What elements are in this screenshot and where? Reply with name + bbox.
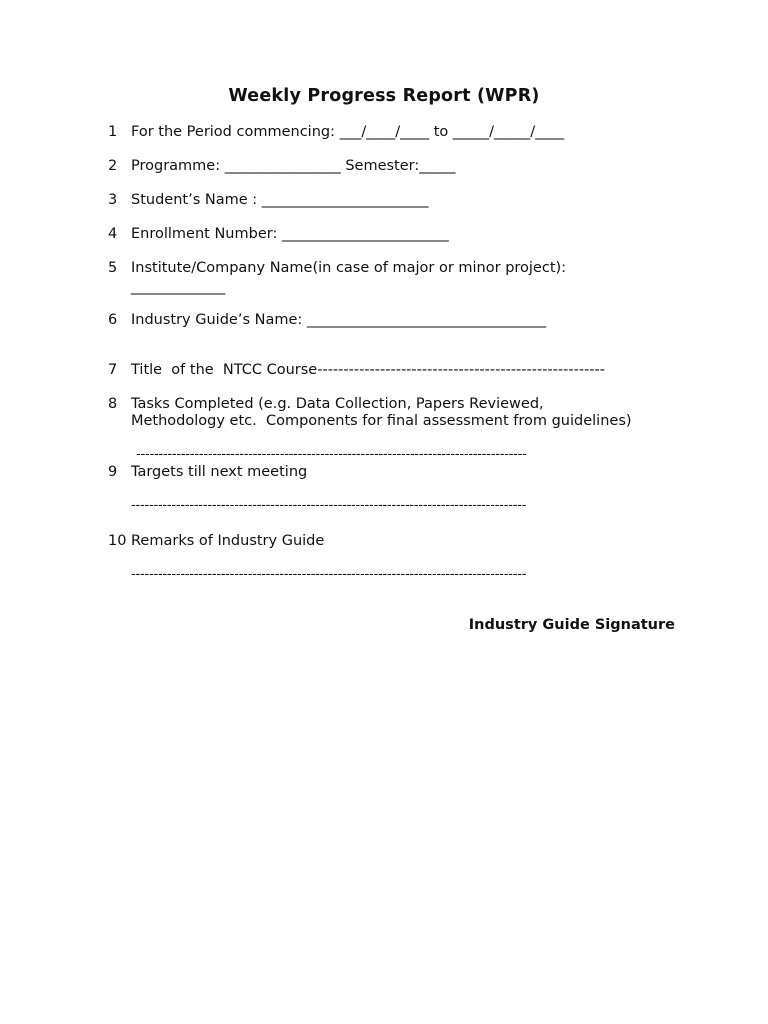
item-text-line2: _____________: [131, 279, 226, 295]
item-text: Title of the NTCC Course-------------------------------------------------------: [131, 362, 605, 378]
item-number: 10: [108, 533, 127, 549]
item-number: 8: [108, 396, 118, 412]
item-text: Targets till next meeting: [131, 464, 308, 480]
item-text-line2: Methodology etc. Components for final assessment from guidelines): [131, 413, 632, 429]
item-text: Student’s Name : _______________________: [131, 192, 429, 208]
item-number: 5: [108, 260, 118, 276]
signature-label: Industry Guide Signature: [468, 617, 675, 633]
item-text: Tasks Completed (e.g. Data Collection, Papers Reviewed,: [131, 396, 544, 412]
item-number: 9: [108, 464, 118, 480]
item-number: 7: [108, 362, 118, 378]
dashed-answer-line: ----------------------------------------------------------------------------------------: [131, 567, 527, 582]
item-number: 6: [108, 312, 118, 328]
item-text: Programme: ________________ Semester:_____: [131, 158, 456, 174]
item-number: 1: [108, 124, 118, 140]
item-text: Industry Guide’s Name: _________________________________: [131, 312, 547, 328]
item-text: Institute/Company Name(in case of major or minor project):: [131, 260, 567, 276]
item-text: For the Period commencing: ___/____/____ to _____/_____/____: [131, 124, 565, 140]
item-number: 3: [108, 192, 118, 208]
report-title: Weekly Progress Report (WPR): [228, 86, 540, 106]
item-number: 4: [108, 226, 118, 242]
item-text: Remarks of Industry Guide: [131, 533, 325, 549]
item-number: 2: [108, 158, 118, 174]
item-text: Enrollment Number: _______________________: [131, 226, 449, 242]
dashed-answer-line: ---------------------------------------------------------------------------------------: [136, 447, 527, 462]
dashed-answer-line: ----------------------------------------------------------------------------------------: [131, 498, 527, 513]
